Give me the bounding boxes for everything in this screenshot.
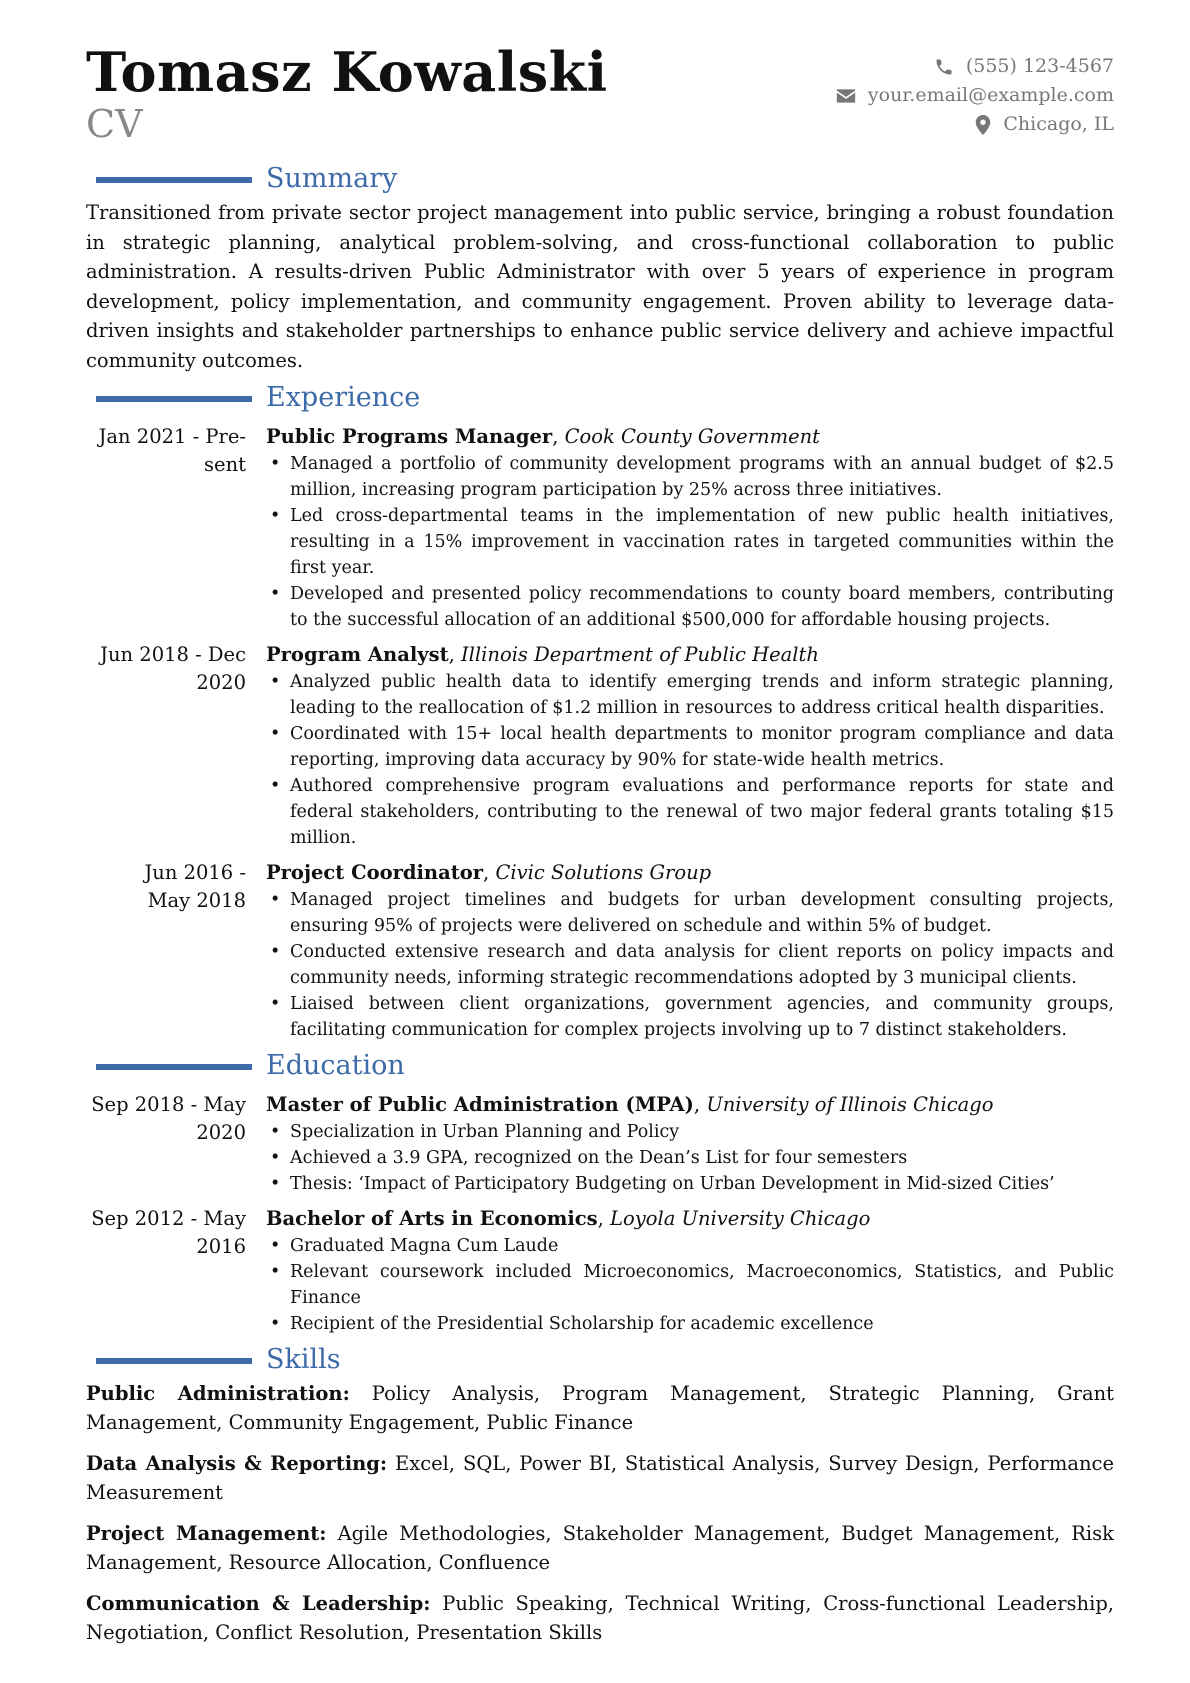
separator	[387, 1452, 395, 1475]
separator	[430, 1592, 442, 1615]
section-title: Education	[266, 1050, 405, 1081]
entry-date	[86, 641, 266, 851]
location-text: Chicago, IL	[1003, 113, 1114, 135]
entry-title-line	[266, 423, 1114, 451]
entry-title-line	[266, 859, 1114, 887]
separator: ,	[597, 1207, 611, 1230]
contact-location	[836, 110, 1114, 139]
entry-date-line: Sep 2012 - May	[91, 1207, 246, 1230]
entry-date	[86, 1205, 266, 1337]
section-bar	[96, 177, 252, 183]
education-list	[86, 1091, 1114, 1337]
entry-bullets	[266, 1119, 1114, 1197]
separator: ,	[552, 425, 565, 448]
entry-body	[266, 423, 1114, 633]
separator	[350, 1382, 372, 1405]
skill-group	[86, 1519, 1114, 1577]
separator: ,	[448, 643, 461, 666]
entry-role: Master of Public Administration (MPA)	[266, 1093, 694, 1116]
entry-title-line	[266, 641, 1114, 669]
summary-text: Transitioned from private sector project management into public service, bringing a robust foundation in strategic planning, analytical problem-solving, and cross-functional collaboration to public administration. A results-driven Public Administrator with over 5 years of experience in program development, policy implementation, and community engagement. Proven ability to leverage data-driven insights and stakeholder partnerships to enhance public service delivery and achieve impactful community outcomes.	[86, 201, 1114, 372]
phone-icon	[934, 57, 954, 77]
bullet-item: • Managed a portfolio of community development programs with an annual budget of $2.5 million, increasing program participation by 25% across three initiatives.	[290, 451, 1114, 503]
entry-date	[86, 859, 266, 1043]
entry-organization: University of Illinois Chicago	[706, 1093, 994, 1116]
bullet-item: • Conducted extensive research and data analysis for client reports on policy impacts and community needs, informing strategic recommendations adopted by 3 municipal clients.	[290, 939, 1114, 991]
bullet-item: • Coordinated with 15+ local health departments to monitor program compliance and data reporting, improving data accuracy by 90% for state-wide health metrics.	[290, 721, 1114, 773]
entry-date-line: May 2018	[147, 889, 246, 912]
entry-body	[266, 1091, 1114, 1197]
skill-items: Excel, SQL, Power BI, Statistical Analysis, Survey Design, Performance Measurement	[86, 1452, 1115, 1504]
experience-entry	[86, 859, 1114, 1043]
separator	[326, 1522, 337, 1545]
education-entry	[86, 1205, 1114, 1337]
section-title: Summary	[266, 163, 398, 194]
bullet-item: • Managed project timelines and budgets for urban development consulting projects, ensuring 95% of projects were delivered on schedule and within 5% of budget.	[290, 887, 1114, 939]
experience-heading	[86, 383, 1114, 417]
entry-title-line	[266, 1091, 1114, 1119]
email-text[interactable]: your.email@example.com	[867, 84, 1114, 106]
bullet-item: • Liaised between client organizations, government agencies, and community groups, facilitating communication for complex projects involving up to 7 distinct stakeholders.	[290, 991, 1114, 1043]
bullet-item: • Specialization in Urban Planning and Policy	[290, 1119, 1114, 1145]
person-name: Tomasz Kowalski	[86, 40, 608, 104]
entry-role: Public Programs Manager	[266, 425, 553, 448]
education-entry	[86, 1091, 1114, 1197]
entry-date-line: Jun 2018 - Dec	[100, 643, 246, 666]
separator: ,	[483, 861, 496, 884]
header	[86, 40, 1114, 160]
bullet-item: • Achieved a 3.9 GPA, recognized on the Dean’s List for four semesters	[290, 1145, 1114, 1171]
bullet-item: • Authored comprehensive program evaluations and performance reports for state and federal stakeholders, contributing to the renewal of two major federal grants totaling $15 million.	[290, 773, 1114, 851]
section-bar	[96, 1064, 252, 1070]
entry-date-line: sent	[204, 453, 246, 476]
skill-label: Project Management:	[86, 1522, 327, 1545]
entry-bullets	[266, 887, 1114, 1043]
envelope-icon	[836, 88, 856, 104]
entry-role: Program Analyst	[266, 643, 449, 666]
bullet-item: • Thesis: ‘Impact of Participatory Budgeting on Urban Development in Mid-sized Cities’	[290, 1171, 1114, 1197]
section-bar	[96, 1358, 252, 1364]
entry-body	[266, 859, 1114, 1043]
bullet-item: • Analyzed public health data to identify emerging trends and inform strategic planning, leading to the reallocation of $1.2 million in resources to address critical health disparities.	[290, 669, 1114, 721]
bullet-item: • Relevant coursework included Microeconomics, Macroeconomics, Statistics, and Public Finance	[290, 1259, 1114, 1311]
skill-items: Policy Analysis, Program Management, Strategic Planning, Grant Management, Community Engagement, Public Finance	[86, 1382, 1114, 1434]
skill-group	[86, 1449, 1114, 1507]
entry-title-line	[266, 1205, 1114, 1233]
section-title: Skills	[266, 1344, 341, 1375]
experience-list	[86, 423, 1114, 1043]
entry-date-line: 2016	[196, 1235, 246, 1258]
bullet-item: • Developed and presented policy recommendations to county board members, contributing to the successful allocation of an additional $500,000 for affordable housing projects.	[290, 581, 1114, 633]
summary-heading	[86, 164, 1114, 198]
separator: ,	[693, 1093, 707, 1116]
bullet-item: • Led cross-departmental teams in the implementation of new public health initiatives, resulting in a 15% improvement in vaccination rates in targeted communities within the first year.	[290, 503, 1114, 581]
bullet-item: • Graduated Magna Cum Laude	[290, 1233, 1114, 1259]
contact-info	[836, 52, 1114, 139]
entry-date-line: Jun 2016 -	[144, 861, 246, 884]
contact-email	[836, 81, 1114, 110]
entry-date-line: Jan 2021 - Pre-	[98, 425, 246, 448]
skill-label: Communication & Leadership:	[86, 1592, 431, 1615]
map-marker-icon	[975, 115, 991, 135]
entry-organization: Illinois Department of Public Health	[460, 643, 819, 666]
skill-group	[86, 1379, 1114, 1437]
entry-organization: Cook County Government	[564, 425, 821, 448]
skill-group	[86, 1589, 1114, 1647]
entry-organization: Loyola University Chicago	[610, 1207, 871, 1230]
education-heading	[86, 1051, 1114, 1085]
skill-items: Public Speaking, Technical Writing, Cross-functional Leadership, Negotiation, Conflict Resolution, Presentation Skills	[86, 1592, 1115, 1644]
entry-role: Project Coordinator	[266, 861, 484, 884]
entry-body	[266, 1205, 1114, 1337]
entry-role: Bachelor of Arts in Economics	[266, 1207, 598, 1230]
experience-entry	[86, 423, 1114, 633]
entry-organization: Civic Solutions Group	[495, 861, 712, 884]
skills-heading	[86, 1345, 1114, 1379]
entry-date-line: 2020	[196, 671, 246, 694]
skill-items: Agile Methodologies, Stakeholder Management, Budget Management, Risk Management, Resource Allocation, Confluence	[86, 1522, 1114, 1574]
entry-date-line: 2020	[196, 1121, 246, 1144]
section-bar	[96, 396, 252, 402]
skill-label: Public Administration:	[86, 1382, 350, 1405]
cv-page	[86, 40, 1114, 1659]
entry-date	[86, 1091, 266, 1197]
entry-bullets	[266, 669, 1114, 851]
section-title: Experience	[266, 382, 421, 413]
entry-date-line: Sep 2018 - May	[91, 1093, 246, 1116]
skill-label: Data Analysis & Reporting:	[86, 1452, 388, 1475]
entry-bullets	[266, 1233, 1114, 1337]
entry-date	[86, 423, 266, 633]
phone-text[interactable]: (555) 123-4567	[965, 55, 1114, 77]
experience-entry	[86, 641, 1114, 851]
contact-phone	[836, 52, 1114, 81]
document-subtitle: CV	[86, 102, 143, 146]
entry-bullets	[266, 451, 1114, 633]
bullet-item: • Recipient of the Presidential Scholarship for academic excellence	[290, 1311, 1114, 1337]
skills-list	[86, 1379, 1114, 1647]
entry-body	[266, 641, 1114, 851]
